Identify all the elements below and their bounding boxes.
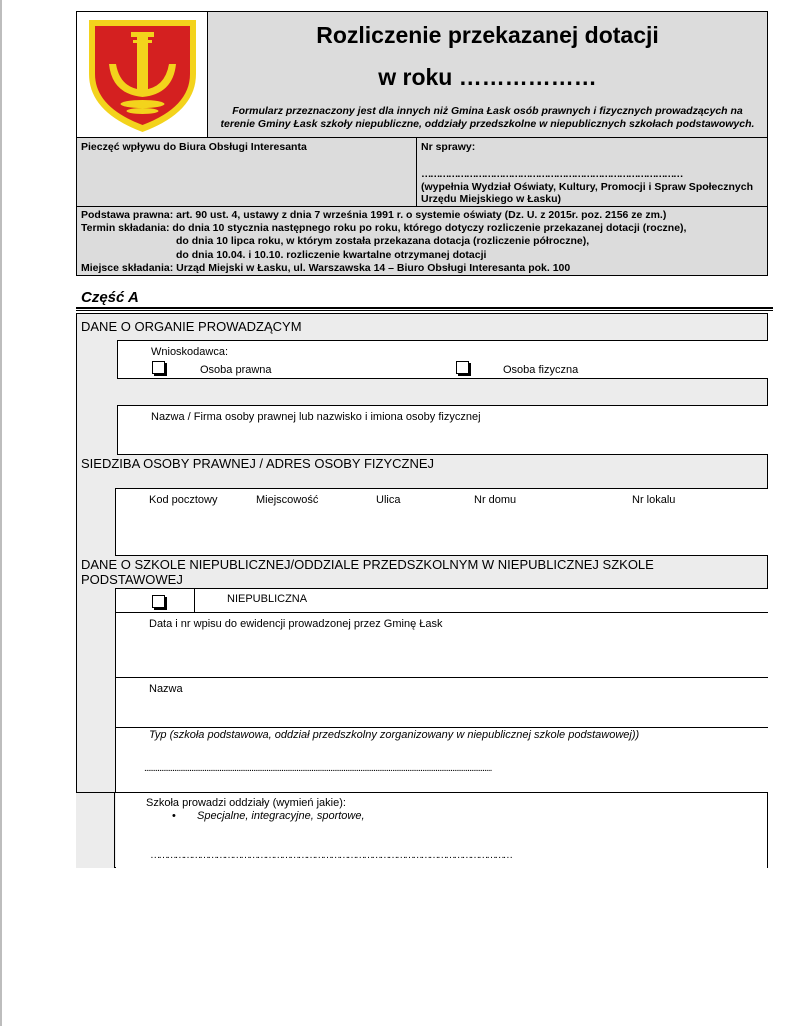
case-note-1: (wypełnia Wydział Oświaty, Kultury, Promocji i Spraw Społecznych (421, 181, 753, 193)
school-name-label: Nazwa (149, 683, 183, 695)
part-a-rule (76, 307, 773, 311)
organ-section-title: DANE O ORGANIE PROWADZĄCYM (81, 319, 302, 334)
address-section-title: SIEDZIBA OSOBY PRAWNEJ / ADRES OSOBY FIZYCZNEJ (81, 456, 435, 471)
header-box (76, 11, 768, 138)
legal-person-checkbox[interactable] (152, 361, 165, 374)
registry-row[interactable] (115, 612, 768, 678)
deadline-line-1: Termin składania: do dnia 10 stycznia następnego roku po roku, którego dotyczy rozliczenie przekazanej dotacji (roczne), (81, 222, 687, 234)
postal-code-label: Kod pocztowy (149, 494, 218, 506)
natural-person-label: Osoba fizyczna (503, 364, 579, 376)
nonpublic-checkbox[interactable] (152, 595, 165, 608)
house-number-label: Nr domu (474, 494, 517, 506)
divisions-example: Specjalne, integracyjne, sportowe, (197, 810, 365, 822)
registry-label: Data i nr wpisu do ewidencji prowadzonej przez Gminę Łask (149, 618, 443, 630)
divisions-row (76, 792, 768, 868)
school-type-field[interactable]: ......................................................................................................................................................................................... (144, 763, 492, 774)
divisions-content[interactable] (116, 793, 767, 868)
deadline-line-2: do dnia 10 lipca roku, w którym została przekazana dotacja (rozliczenie półroczne), (176, 235, 590, 247)
page-left-edge (0, 0, 2, 1026)
form-subtitle-2: terenie Gminy Łask szkoły niepubliczne, oddziały przedszkolne w niepublicznych szkołach podstawowych. (220, 118, 755, 130)
legal-basis-line: Podstawa prawna: art. 90 ust. 4, ustawy z dnia 7 września 1991 r. o systemie oświaty (Dz. U. z 2015r. poz. 2156 ze zm.) (81, 209, 667, 221)
applicant-row (117, 340, 768, 379)
crest-cell (77, 12, 208, 137)
school-name-row[interactable] (115, 677, 768, 728)
applicant-label: Wnioskodawca: (151, 346, 229, 358)
school-type-label: Typ (szkoła podstawowa, oddział przedszkolny zorganizowany w niepublicznej szkole podstawowej)) (149, 729, 640, 741)
legal-basis-box (76, 206, 768, 276)
divisions-field[interactable]: …………………………………………………………………………………………………………………… (150, 849, 511, 861)
school-section-title-1: DANE O SZKOLE NIEPUBLICZNEJ/ODDZIALE PRZEDSZKOLNYM W NIEPUBLICZNEJ SZKOLE (81, 557, 654, 572)
nonpublic-row (115, 588, 768, 613)
school-type-row[interactable] (115, 727, 768, 793)
city-label: Miejscowość (256, 494, 319, 506)
town-crest-logo (77, 12, 208, 137)
form-title: Rozliczenie przekazanej dotacji (316, 22, 659, 48)
form-subtitle-1: Formularz przeznaczony jest dla innych niż Gmina Łask osób prawnych i fizycznych prowadzących na (232, 105, 743, 117)
submission-place: Miejsce składania: Urząd Miejski w Łasku, ul. Warszawska 14 – Biuro Obsługi Interesanta pok. 100 (81, 262, 571, 274)
flat-number-label: Nr lokalu (632, 494, 676, 506)
nonpublic-label: NIEPUBLICZNA (227, 593, 308, 605)
case-note-2: Urzędu Miejskiego w Łasku) (421, 193, 562, 205)
organ-name-row[interactable] (117, 405, 768, 455)
bullet-icon: • (172, 810, 176, 822)
nonpublic-checkbox-cell (116, 589, 195, 612)
case-cell (416, 137, 768, 207)
case-number-field[interactable]: …………………………………………………………………………… (421, 168, 682, 180)
street-label: Ulica (376, 494, 401, 506)
stamp-cell (76, 137, 417, 207)
organ-name-label: Nazwa / Firma osoby prawnej lub nazwisko i imiona osoby fizycznej (151, 411, 481, 423)
header-title-cell (208, 12, 767, 137)
address-row[interactable] (115, 488, 768, 556)
deadline-line-3: do dnia 10.04. i 10.10. rozliczenie kwartalne otrzymanej dotacji (176, 249, 487, 261)
stamp-label: Pieczęć wpływu do Biura Obsługi Interesanta (81, 141, 307, 153)
divisions-left-cell (76, 793, 115, 868)
part-a-title: Część A (81, 289, 139, 306)
divisions-label: Szkoła prowadzi oddziały (wymień jakie): (146, 797, 346, 809)
natural-person-checkbox[interactable] (456, 361, 469, 374)
year-line: w roku ……………… (378, 64, 597, 90)
school-section-title-2: PODSTAWOWEJ (81, 572, 183, 587)
legal-person-label: Osoba prawna (200, 364, 272, 376)
case-number-label: Nr sprawy: (421, 141, 476, 153)
